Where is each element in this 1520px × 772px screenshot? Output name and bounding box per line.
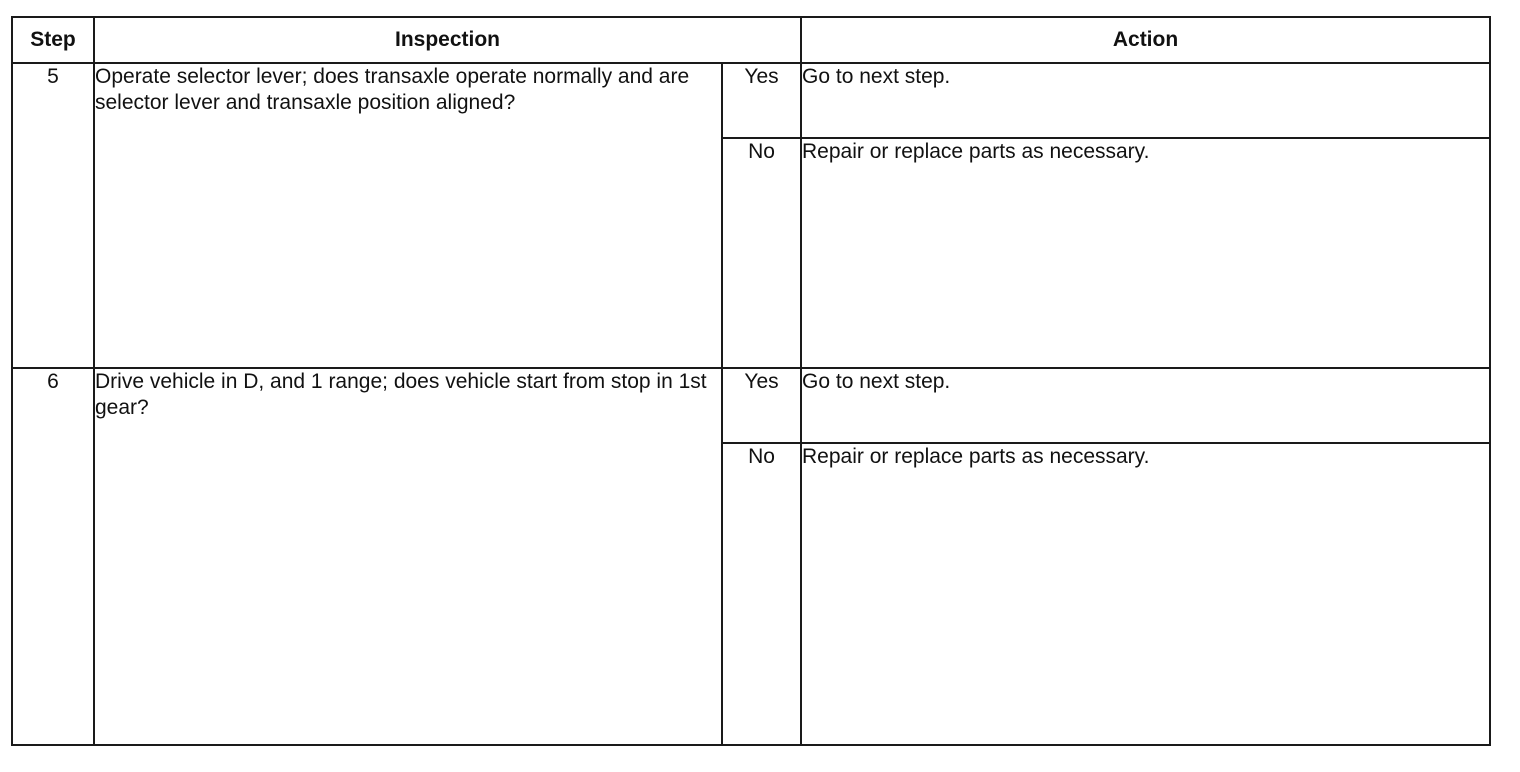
answer-yes: Yes (722, 63, 801, 138)
action-yes: Go to next step. (801, 368, 1490, 443)
step-number: 5 (12, 63, 94, 368)
inspection-text: Drive vehicle in D, and 1 range; does vehicle start from stop in 1st gear? (94, 368, 722, 745)
inspection-text: Operate selector lever; does transaxle operate normally and are selector lever and transaxle position aligned? (94, 63, 722, 368)
answer-no: No (722, 138, 801, 368)
header-step: Step (12, 17, 94, 63)
answer-yes: Yes (722, 368, 801, 443)
header-inspection: Inspection (94, 17, 801, 63)
table-row (12, 368, 1490, 443)
table-header-row (12, 17, 1490, 63)
table-row (12, 63, 1490, 138)
header-action: Action (801, 17, 1490, 63)
action-no: Repair or replace parts as necessary. (801, 138, 1490, 368)
action-yes: Go to next step. (801, 63, 1490, 138)
inspection-table (11, 16, 1491, 746)
action-no: Repair or replace parts as necessary. (801, 443, 1490, 745)
step-number: 6 (12, 368, 94, 745)
answer-no: No (722, 443, 801, 745)
